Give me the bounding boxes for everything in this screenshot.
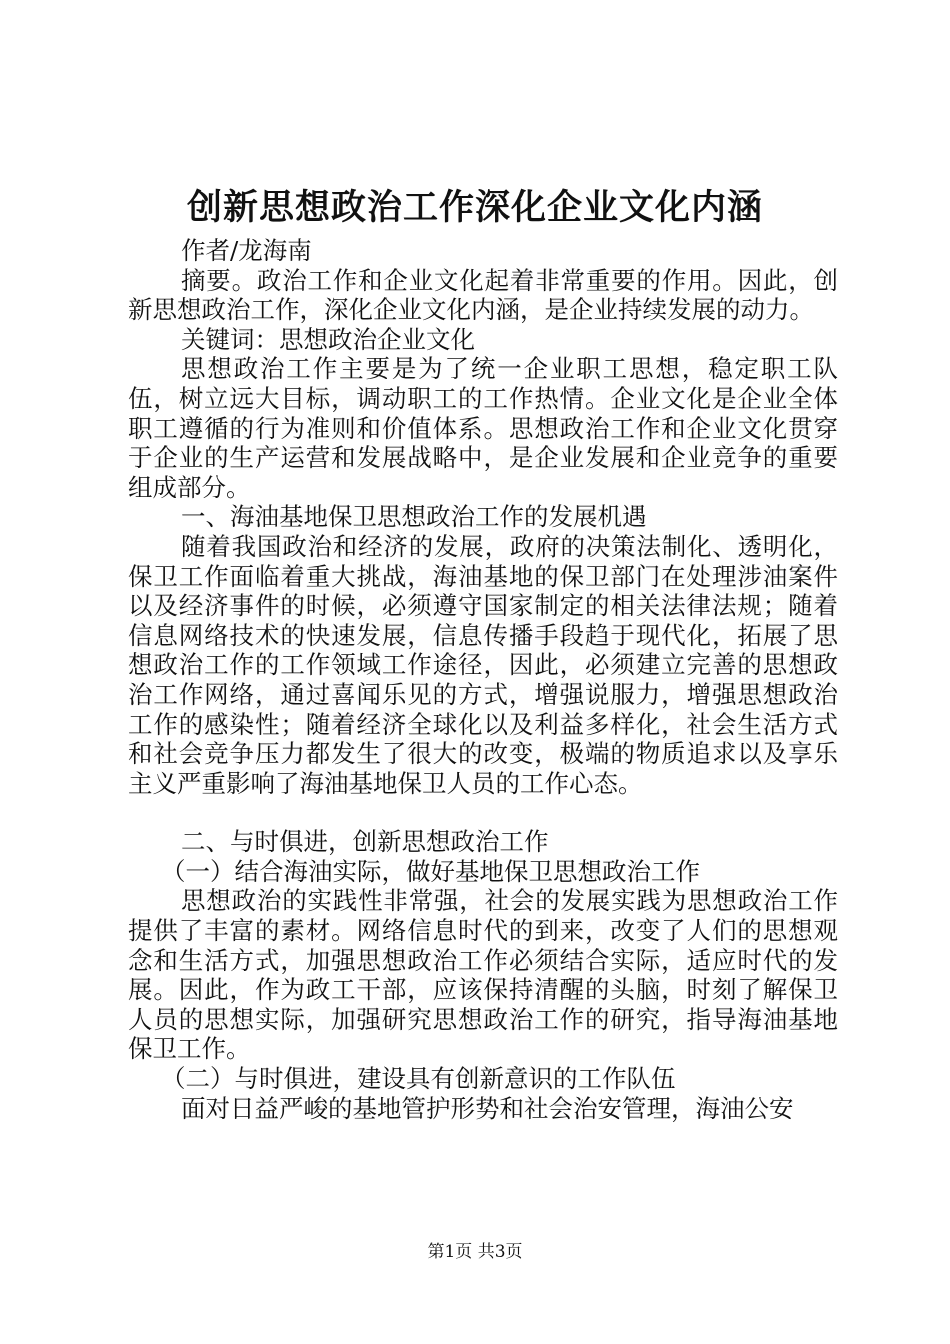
subsection2-paragraph: 面对日益严峻的基地管护形势和社会治安管理，海油公安: [181, 1093, 794, 1123]
section1-heading: 一、海油基地保卫思想政治工作的发展机遇: [181, 502, 647, 532]
paragraph-gap: [128, 798, 838, 827]
abstract-paragraph: 摘要。政治工作和企业文化起着非常重要的作用。因此，创新思想政治工作，深化企业文化内涵，是企业持续发展的动力。: [128, 265, 838, 325]
subsection1-heading: （一）结合海油实际，做好基地保卫思想政治工作: [161, 856, 700, 886]
author-line: 作者/龙海南: [181, 236, 312, 265]
page-footer: 第1页 共3页: [427, 1242, 523, 1262]
intro-paragraph: 思想政治工作主要是为了统一企业职工思想，稳定职工队伍，树立远大目标，调动职工的工作热情。企业文化是企业全体职工遵循的行为准则和价值体系。思想政治工作和企业文化贯穿于企业的生产运营和发展战略中，是企业发展和企业竞争的重要组成部分。: [128, 354, 838, 502]
subsection1-paragraph: 思想政治的实践性非常强，社会的发展实践为思想政治工作提供了丰富的素材。网络信息时代的到来，改变了人们的思想观念和生活方式，加强思想政治工作必须结合实际，适应时代的发展。因此，作为政工干部，应该保持清醒的头脑，时刻了解保卫人员的思想实际，加强研究思想政治工作的研究，指导海油基地保卫工作。: [128, 886, 838, 1064]
subsection2-heading: （二）与时俱进，建设具有创新意识的工作队伍: [161, 1064, 676, 1094]
keywords-line: 关键词：思想政治企业文化: [181, 324, 475, 354]
document-body: [128, 236, 838, 1123]
section2-heading: 二、与时俱进，创新思想政治工作: [181, 827, 549, 857]
section1-paragraph: 随着我国政治和经济的发展，政府的决策法制化、透明化，保卫工作面临着重大挑战，海油基地的保卫部门在处理涉油案件以及经济事件的时候，必须遵守国家制定的相关法律法规；随着信息网络技术的快速发展，信息传播手段趋于现代化，拓展了思想政治工作的工作领域工作途径，因此，必须建立完善的思想政治工作网络，通过喜闻乐见的方式，增强说服力，增强思想政治工作的感染性；随着经济全球化以及利益多样化，社会生活方式和社会竞争压力都发生了很大的改变，极端的物质追求以及享乐主义严重影响了海油基地保卫人员的工作心态。: [128, 531, 838, 798]
document-title: 创新思想政治工作深化企业文化内涵: [186, 187, 763, 228]
